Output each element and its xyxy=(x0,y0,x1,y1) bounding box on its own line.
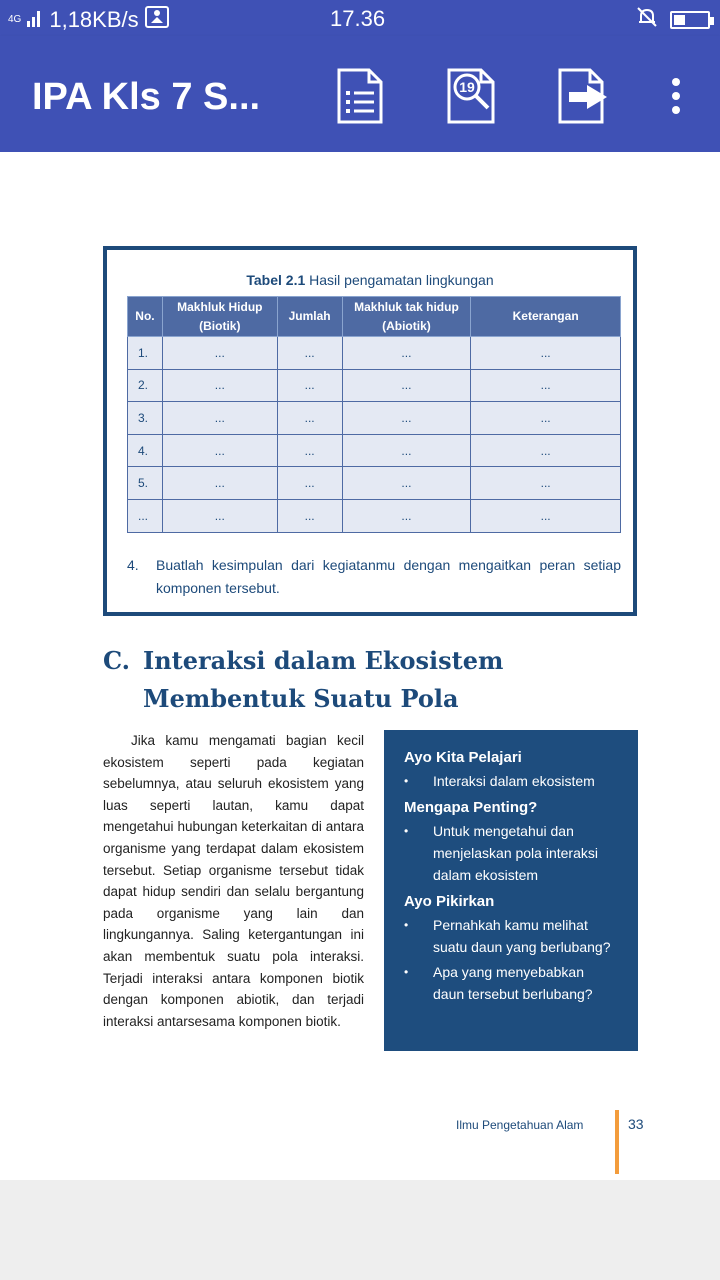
section-title-line-2: Membentuk Suatu Pola xyxy=(143,684,459,713)
bell-off-icon xyxy=(636,6,658,33)
sidebox-list xyxy=(404,770,618,792)
header-line-1: Jumlah xyxy=(288,309,331,323)
table-header-row xyxy=(128,297,621,337)
sidebox-list xyxy=(404,914,618,1005)
more-vert-icon xyxy=(670,76,682,116)
table-cell: ... xyxy=(277,467,342,500)
header-line-1: No. xyxy=(135,309,155,323)
network-type-label: 4G xyxy=(8,14,22,25)
table-cell: ... xyxy=(162,434,277,467)
table-row xyxy=(128,337,621,370)
footer-book-title: Ilmu Pengetahuan Alam xyxy=(456,1118,584,1132)
table-cell: ... xyxy=(342,369,471,402)
sidebox-list-item: • Untuk mengetahui dan menjelaskan pola interaksi dalam ekosistem xyxy=(404,820,618,886)
row-number-cell: ... xyxy=(128,499,163,532)
row-number-cell: 2. xyxy=(128,369,163,402)
table-row xyxy=(128,434,621,467)
note-text: Buatlah kesimpulan dari kegiatanmu dengan mengaitkan peran setiap komponen tersebut. xyxy=(156,557,621,596)
learning-goals-box xyxy=(384,730,638,1051)
table-cell: ... xyxy=(277,402,342,435)
table-header-cell xyxy=(128,297,163,337)
search-page-button[interactable] xyxy=(444,66,500,126)
table-cell: ... xyxy=(471,337,621,370)
sidebox-heading: Ayo Pikirkan xyxy=(404,893,495,910)
table-cell: ... xyxy=(277,337,342,370)
search-page-icon xyxy=(446,67,498,125)
sidebox-list-item: • Interaksi dalam ekosistem xyxy=(404,770,618,792)
header-line-2: (Abiotik) xyxy=(382,318,431,333)
table-cell: ... xyxy=(471,499,621,532)
sidebox-list xyxy=(404,820,618,886)
row-number-cell: 1. xyxy=(128,337,163,370)
header-line-1: Makhluk tak hidup xyxy=(354,299,459,314)
table-cell: ... xyxy=(162,369,277,402)
table-header-cell xyxy=(471,297,621,337)
export-icon xyxy=(557,67,611,125)
page-number: 33 xyxy=(628,1116,644,1132)
export-button[interactable] xyxy=(556,66,612,126)
app-bar xyxy=(0,36,720,152)
header-line-2: (Biotik) xyxy=(199,318,241,333)
network-speed: 1,18KB/s xyxy=(49,7,139,32)
table-cell: ... xyxy=(471,434,621,467)
more-options-button[interactable] xyxy=(648,66,704,126)
table-row xyxy=(128,499,621,532)
table-header-cell xyxy=(342,297,471,337)
battery-level-fill xyxy=(674,15,685,25)
usb-debug-icon xyxy=(145,6,169,34)
table-cell: ... xyxy=(277,499,342,532)
row-number-cell: 3. xyxy=(128,402,163,435)
header-line-1: Makhluk Hidup xyxy=(177,299,263,314)
activity-box xyxy=(103,246,637,616)
table-header-cell xyxy=(277,297,342,337)
section-letter: C. xyxy=(103,646,131,675)
document-page[interactable] xyxy=(0,152,720,1180)
table-caption xyxy=(107,272,633,288)
sidebox-heading: Mengapa Penting? xyxy=(404,799,538,816)
table-cell: ... xyxy=(342,467,471,500)
instruction-note xyxy=(127,554,621,600)
contents-list-button[interactable] xyxy=(332,66,388,126)
signal-icon xyxy=(27,7,43,33)
table-row xyxy=(128,369,621,402)
table-header-cell xyxy=(162,297,277,337)
note-number: 4. xyxy=(127,557,139,573)
table-cell: ... xyxy=(342,337,471,370)
status-bar xyxy=(0,0,720,36)
sidebox-list-item: • Apa yang menyebabkan daun tersebut berlubang? xyxy=(404,961,618,1005)
document-title: IPA Kls 7 S... xyxy=(32,76,261,118)
table-row xyxy=(128,402,621,435)
table-caption-label: Tabel 2.1 xyxy=(246,272,306,288)
table-cell: ... xyxy=(342,434,471,467)
table-caption-text: Hasil pengamatan lingkungan xyxy=(305,272,494,288)
table-cell: ... xyxy=(342,499,471,532)
clock: 17.36 xyxy=(330,6,386,31)
body-paragraph: Jika kamu mengamati bagian kecil ekosistem seperti pada kegiatan sebelumnya, atau seluruh ekosistem yang luas seperti lautan, kamu dapat mengetahui hubungan keterkaitan di antara organisme yang terdapat dalam ekosistem tersebut. Setiap organisme tersebut tidak dapat hidup sendiri dan selalu bergantung pada organisme yang lain dan lingkungannya. Saling ketergantungan ini akan membentuk suatu pola interaksi. Terjadi interaksi antara komponen biotik dengan komponen abiotik, dan terjadi interaksi antarsesama komponen biotik. xyxy=(103,733,364,1029)
table-cell: ... xyxy=(471,369,621,402)
contents-list-icon xyxy=(336,67,384,125)
page-badge: 19 xyxy=(459,79,475,95)
table-cell: ... xyxy=(162,499,277,532)
footer-page-bar xyxy=(615,1110,619,1174)
section-title-line-1: Interaksi dalam Ekosistem xyxy=(143,646,504,675)
sidebox-heading: Ayo Kita Pelajari xyxy=(404,749,522,766)
row-number-cell: 5. xyxy=(128,467,163,500)
observation-table xyxy=(127,296,621,533)
table-cell: ... xyxy=(471,402,621,435)
table-cell: ... xyxy=(471,467,621,500)
sidebox-list-item: • Pernahkah kamu melihat suatu daun yang berlubang? xyxy=(404,914,618,958)
header-line-1: Keterangan xyxy=(512,309,579,323)
table-row xyxy=(128,467,621,500)
table-cell: ... xyxy=(162,467,277,500)
row-number-cell: 4. xyxy=(128,434,163,467)
table-cell: ... xyxy=(342,402,471,435)
table-cell: ... xyxy=(162,402,277,435)
table-cell: ... xyxy=(162,337,277,370)
table-cell: ... xyxy=(277,434,342,467)
battery-icon xyxy=(670,11,710,29)
table-cell: ... xyxy=(277,369,342,402)
